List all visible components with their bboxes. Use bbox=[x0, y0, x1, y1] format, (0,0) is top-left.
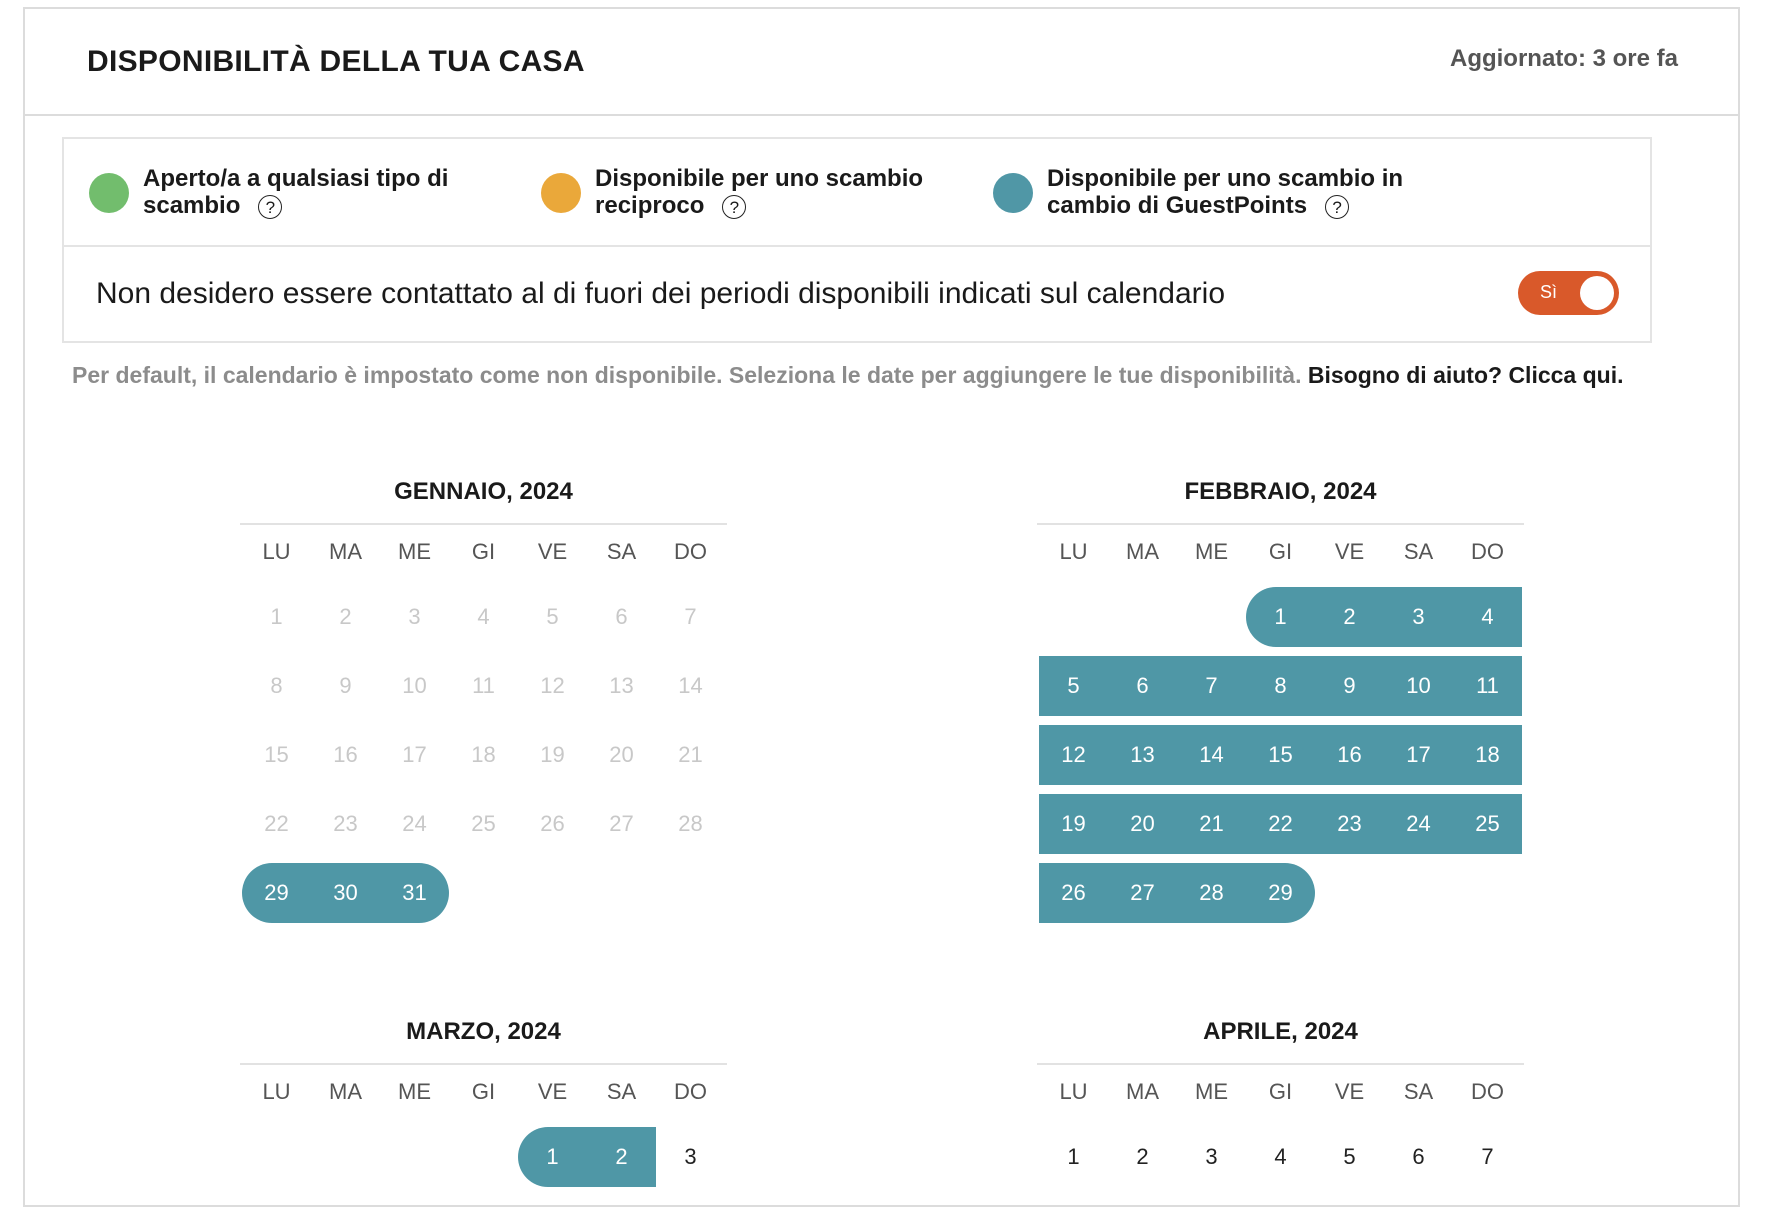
month-calendar-april bbox=[1037, 1017, 1524, 1169]
help-icon[interactable]: ? bbox=[258, 195, 282, 219]
calendar-day[interactable]: 3 bbox=[1412, 604, 1425, 629]
weekday-label: GI bbox=[471, 539, 496, 564]
calendar-day[interactable]: 5 bbox=[1343, 1144, 1356, 1169]
legend-item-guestpoints bbox=[968, 139, 1568, 245]
calendar-day: 23 bbox=[333, 811, 358, 836]
month-divider bbox=[1037, 523, 1524, 525]
calendar-day[interactable]: 24 bbox=[1406, 811, 1431, 836]
weekday-label: MA bbox=[1126, 1079, 1159, 1104]
weekday-header bbox=[1037, 539, 1524, 565]
calendar-day: 17 bbox=[402, 742, 427, 767]
calendar-day: 21 bbox=[678, 742, 703, 767]
calendar-day[interactable]: 6 bbox=[1412, 1144, 1425, 1169]
calendar-day: 6 bbox=[615, 604, 628, 629]
calendar-day[interactable]: 20 bbox=[1130, 811, 1155, 836]
weekday-label: DO bbox=[1471, 539, 1504, 564]
calendar-day[interactable]: 7 bbox=[1481, 1144, 1494, 1169]
last-updated-text: Aggiornato: 3 ore fa bbox=[1449, 45, 1678, 72]
weekday-label: LU bbox=[262, 1079, 291, 1104]
calendar-day[interactable]: 2 bbox=[1136, 1144, 1149, 1169]
weekday-label: MA bbox=[329, 1079, 362, 1104]
page-title: DISPONIBILITÀ DELLA TUA CASA bbox=[87, 45, 585, 78]
legend-label: Disponibile per uno scambio reciproco ? bbox=[595, 165, 924, 219]
month-title: GENNAIO, 2024 bbox=[394, 478, 573, 505]
weekday-label: LU bbox=[1059, 1079, 1088, 1104]
calendar-day[interactable]: 31 bbox=[402, 880, 427, 905]
month-calendar-january bbox=[240, 477, 727, 905]
calendar-day[interactable]: 29 bbox=[1268, 880, 1293, 905]
calendar-day[interactable]: 27 bbox=[1130, 880, 1155, 905]
calendar-day: 13 bbox=[609, 673, 634, 698]
weekday-label: SA bbox=[1403, 539, 1434, 564]
weekday-label: VE bbox=[537, 539, 568, 564]
calendar-day[interactable]: 23 bbox=[1337, 811, 1362, 836]
calendar-day[interactable]: 6 bbox=[1136, 673, 1149, 698]
calendar-day[interactable]: 25 bbox=[1475, 811, 1500, 836]
help-icon[interactable]: ? bbox=[1325, 195, 1349, 219]
calendar-default-note: Per default, il calendario è impostato come non disponibile. Seleziona le date per aggiungere le tue disponibilità. bbox=[72, 362, 1302, 388]
contact-preference-label: Non desidero essere contattato al di fuori dei periodi disponibili indicati sul calendario bbox=[96, 277, 1225, 310]
calendar-day[interactable]: 22 bbox=[1268, 811, 1293, 836]
availability-legend bbox=[62, 137, 1652, 247]
calendar-day[interactable]: 1 bbox=[1274, 604, 1287, 629]
month-title: MARZO, 2024 bbox=[406, 1018, 561, 1045]
month-title: APRILE, 2024 bbox=[1203, 1018, 1358, 1045]
calendar-day[interactable]: 7 bbox=[1205, 673, 1218, 698]
calendar-day[interactable]: 8 bbox=[1274, 673, 1287, 698]
toggle-state-label: Sì bbox=[1540, 282, 1558, 302]
weekday-label: MA bbox=[1126, 539, 1159, 564]
calendar-day[interactable]: 4 bbox=[1481, 604, 1494, 629]
calendar-day: 3 bbox=[408, 604, 421, 629]
calendar-help-note bbox=[72, 358, 1672, 393]
calendar-day: 20 bbox=[609, 742, 634, 767]
calendar-day[interactable]: 5 bbox=[1067, 673, 1080, 698]
month-divider bbox=[240, 523, 727, 525]
calendar-day[interactable]: 1 bbox=[1067, 1144, 1080, 1169]
weekday-label: GI bbox=[471, 1079, 496, 1104]
legend-item-reciprocal bbox=[516, 139, 1016, 245]
calendar-day[interactable]: 3 bbox=[684, 1144, 697, 1169]
toggle-knob bbox=[1580, 276, 1614, 310]
weekday-label: DO bbox=[674, 1079, 707, 1104]
weekday-label: SA bbox=[606, 1079, 637, 1104]
calendar-day: 12 bbox=[540, 673, 565, 698]
teal-status-dot-icon bbox=[993, 173, 1033, 213]
calendar-day: 24 bbox=[402, 811, 427, 836]
calendar-day: 2 bbox=[339, 604, 352, 629]
weekday-header bbox=[240, 1079, 727, 1105]
month-title: FEBBRAIO, 2024 bbox=[1184, 478, 1377, 505]
calendar-day: 18 bbox=[471, 742, 496, 767]
weekday-label: SA bbox=[1403, 1079, 1434, 1104]
weekday-label: DO bbox=[1471, 1079, 1504, 1104]
card-header bbox=[25, 9, 1738, 116]
calendar-day[interactable]: 9 bbox=[1343, 673, 1356, 698]
calendar-day: 9 bbox=[339, 673, 352, 698]
calendar-day[interactable]: 13 bbox=[1130, 742, 1155, 767]
calendar-day: 8 bbox=[270, 673, 283, 698]
calendar-day[interactable]: 2 bbox=[1343, 604, 1356, 629]
calendar-day[interactable]: 29 bbox=[264, 880, 289, 905]
calendar-day: 11 bbox=[472, 673, 495, 698]
weekday-label: DO bbox=[674, 539, 707, 564]
weekday-label: ME bbox=[398, 539, 431, 564]
legend-label: Disponibile per uno scambio in cambio di GuestPoints ? bbox=[1047, 165, 1404, 219]
calendar-day[interactable]: 21 bbox=[1199, 811, 1224, 836]
calendar-day[interactable]: 28 bbox=[1199, 880, 1224, 905]
green-status-dot-icon bbox=[89, 173, 129, 213]
calendar-day: 15 bbox=[264, 742, 289, 767]
weekday-label: ME bbox=[1195, 539, 1228, 564]
calendar-day[interactable]: 17 bbox=[1406, 742, 1431, 767]
calendar-day[interactable]: 15 bbox=[1268, 742, 1293, 767]
weekday-label: LU bbox=[262, 539, 291, 564]
calendar-day[interactable]: 10 bbox=[1406, 673, 1431, 698]
calendar-day: 19 bbox=[540, 742, 565, 767]
weekday-header bbox=[240, 539, 727, 565]
calendar-day[interactable]: 11 bbox=[1476, 673, 1499, 698]
calendar-day[interactable]: 12 bbox=[1061, 742, 1086, 767]
calendar-day: 22 bbox=[264, 811, 289, 836]
calendar-day[interactable]: 18 bbox=[1475, 742, 1500, 767]
calendar-day[interactable]: 14 bbox=[1199, 742, 1224, 767]
weekday-label: ME bbox=[398, 1079, 431, 1104]
calendar-day[interactable]: 3 bbox=[1205, 1144, 1218, 1169]
calendar-day[interactable]: 16 bbox=[1337, 742, 1362, 767]
month-calendar-march bbox=[240, 1017, 727, 1169]
calendar-day: 4 bbox=[477, 604, 490, 629]
calendar-day: 10 bbox=[402, 673, 427, 698]
weekday-label: VE bbox=[537, 1079, 568, 1104]
calendar-day: 7 bbox=[684, 604, 697, 629]
month-divider bbox=[240, 1063, 727, 1065]
weekday-header bbox=[1037, 1079, 1524, 1105]
calendar-day: 25 bbox=[471, 811, 496, 836]
weekday-label: GI bbox=[1268, 1079, 1293, 1104]
calendar-day: 16 bbox=[333, 742, 358, 767]
calendar-day: 5 bbox=[546, 604, 559, 629]
calendar-day[interactable]: 4 bbox=[1274, 1144, 1287, 1169]
help-link[interactable]: Bisogno di aiuto? Clicca qui. bbox=[1307, 362, 1624, 388]
month-divider bbox=[1037, 1063, 1524, 1065]
legend-label: Aperto/a a qualsiasi tipo di scambio ? bbox=[143, 165, 449, 219]
month-calendar-february bbox=[1037, 477, 1524, 905]
weekday-label: VE bbox=[1334, 539, 1365, 564]
calendar-day[interactable]: 19 bbox=[1061, 811, 1086, 836]
calendar-day[interactable]: 30 bbox=[333, 880, 358, 905]
weekday-label: SA bbox=[606, 539, 637, 564]
calendar-day[interactable]: 1 bbox=[546, 1144, 559, 1169]
contact-preference-toggle[interactable] bbox=[1518, 271, 1619, 315]
weekday-label: GI bbox=[1268, 539, 1293, 564]
weekday-label: ME bbox=[1195, 1079, 1228, 1104]
legend-item-any-exchange bbox=[64, 139, 564, 245]
calendar-day: 14 bbox=[678, 673, 703, 698]
calendar-day[interactable]: 2 bbox=[615, 1144, 628, 1169]
weekday-label: VE bbox=[1334, 1079, 1365, 1104]
contact-preference-row bbox=[62, 247, 1652, 343]
calendar-day: 27 bbox=[609, 811, 634, 836]
calendar-day: 28 bbox=[678, 811, 703, 836]
help-icon[interactable]: ? bbox=[722, 195, 746, 219]
weekday-label: MA bbox=[329, 539, 362, 564]
calendar-day: 1 bbox=[270, 604, 283, 629]
calendar-day[interactable]: 26 bbox=[1061, 880, 1086, 905]
orange-status-dot-icon bbox=[541, 173, 581, 213]
calendar-day: 26 bbox=[540, 811, 565, 836]
weekday-label: LU bbox=[1059, 539, 1088, 564]
